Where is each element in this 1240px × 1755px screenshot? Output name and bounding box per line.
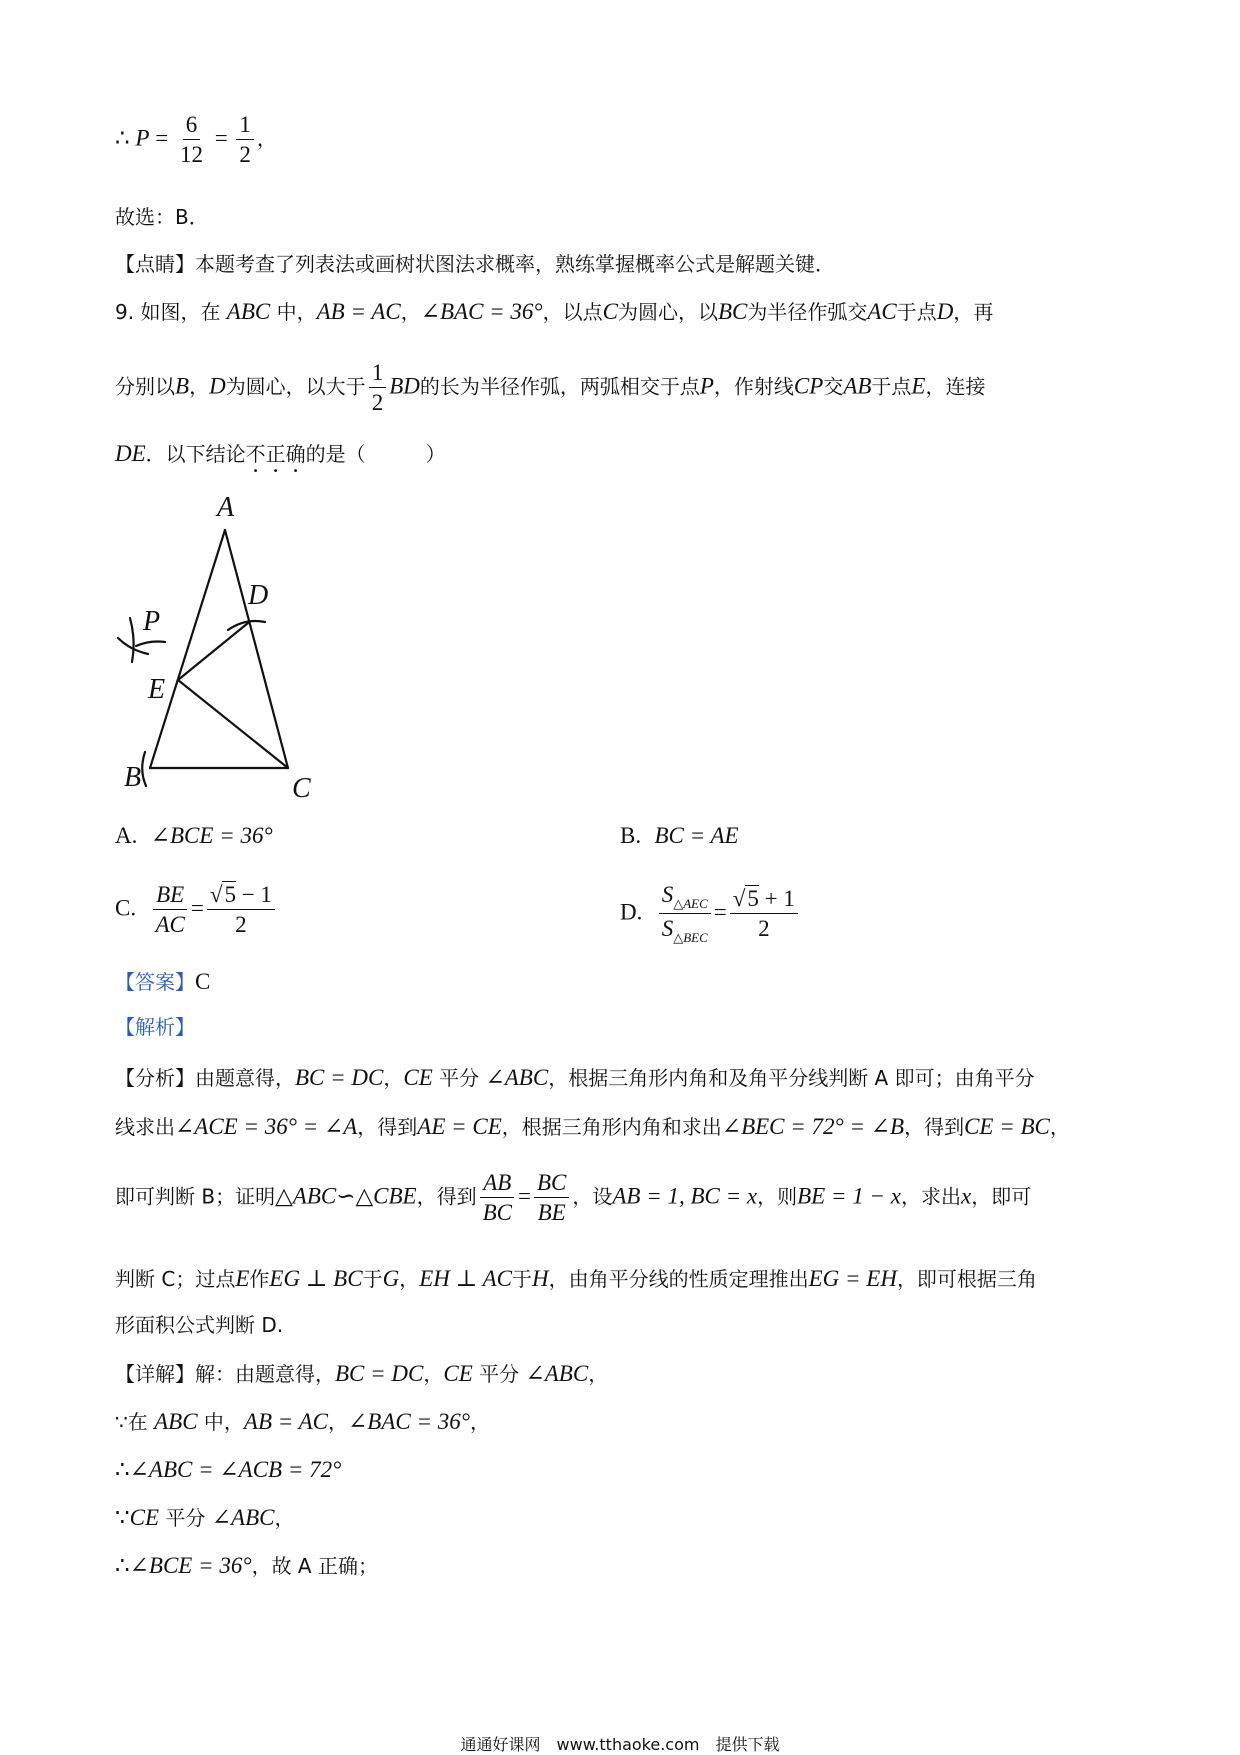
xiangjie-line-5: ∴∠BCE = 36°，故 A 正确； bbox=[115, 1553, 378, 1578]
probability-result-line: ∴ P = $\frac{6}{12}$ = $\frac{1}{2}$ ， bbox=[115, 112, 277, 168]
xiangjie-line-4: ∵CE 平分 ∠ABC， bbox=[115, 1505, 295, 1530]
xiangjie-line-1: 【详解】解：由题意得，BC = DC，CE 平分 ∠ABC， bbox=[115, 1361, 609, 1386]
label-e: E bbox=[148, 674, 166, 705]
fenxi-line-4: 判断 C；过点E作EG ⊥ BC于G，EH ⊥ AC于H，由角平分线的性质定理推出EG = EH，即可根据三角 bbox=[115, 1266, 1037, 1291]
comment-line: 【点睛】本题考查了列表法或画树状图法求概率，熟练掌握概率公式是解题关键． bbox=[115, 252, 835, 276]
arc-at-b bbox=[142, 752, 146, 786]
answer-line: 【答案】C bbox=[115, 969, 211, 994]
choose-line: 故选：B． bbox=[115, 205, 209, 229]
question-9-line-2: 分别以B，D为圆心，以大于 $\frac{1}{2}$ BD的长为半径作弧，两弧相交于点P，作射线CP交AB于点E，连接 bbox=[115, 360, 986, 416]
option-a: A. ∠BCE = 36° bbox=[115, 823, 273, 848]
xiangjie-line-2: ∵在 ABC 中，AB = AC，∠BAC = 36°， bbox=[115, 1409, 490, 1434]
option-d: D. $\frac{S_{\triangle AEC}}{S_{\triangle BEC}}$ = $\frac{√5 + 1}{2}$ bbox=[620, 882, 801, 946]
option-c: C. $\frac{BE}{AC}$ = $\frac{√5 - 1}{2}$ bbox=[115, 882, 278, 938]
arc-p-2 bbox=[130, 618, 134, 662]
option-b: B. BC = AE bbox=[620, 823, 739, 848]
triangle-figure bbox=[110, 490, 350, 810]
segment-de bbox=[178, 623, 248, 680]
arc-p-3 bbox=[136, 642, 165, 647]
label-p: P bbox=[143, 606, 161, 637]
fenxi-line-1: 【分析】由题意得，BC = DC，CE 平分 ∠ABC，根据三角形内角和及角平分线判断 A 即可；由角平分 bbox=[115, 1065, 1035, 1090]
label-b: B bbox=[124, 762, 142, 793]
question-9-line-1: 9. 如图，在 ABC 中，AB = AC，∠BAC = 36°，以点C为圆心，以BC为半径作弧交AC于点D，再 bbox=[115, 299, 994, 324]
label-a: A bbox=[217, 492, 235, 523]
label-c: C bbox=[292, 773, 311, 804]
fraction-6-12: $\frac{6}{12}$ bbox=[179, 112, 203, 168]
segment-ac bbox=[225, 530, 288, 768]
page-footer: 通通好课网 www.tthaoke.com 提供下载 bbox=[460, 1735, 780, 1754]
segment-ce-ray bbox=[178, 680, 288, 768]
label-d: D bbox=[248, 580, 269, 611]
fraction-half: $\frac{1}{2}$ bbox=[369, 360, 387, 416]
analysis-tag: 【解析】 bbox=[115, 1015, 195, 1039]
fenxi-line-2: 线求出∠ACE = 36° = ∠A，得到AE = CE，根据三角形内角和求出∠BEC = 72° = ∠B，得到CE = BC， bbox=[115, 1114, 1070, 1139]
fenxi-line-3: 即可判断 B；证明△ABC∽△CBE，得到 $\frac{AB}{BC}$ = $\frac{BC}{BE}$ ，设AB = 1, BC = x，则BE = 1 − x，求出x，即可 bbox=[115, 1170, 1032, 1226]
question-9-line-3: DE．以下结论不正确的是（ ） bbox=[115, 441, 446, 466]
fraction-1-2: $\frac{1}{2}$ bbox=[236, 112, 254, 168]
segment-ab bbox=[150, 530, 225, 768]
fenxi-line-5: 形面积公式判断 D. bbox=[115, 1313, 284, 1337]
xiangjie-line-3: ∴∠ABC = ∠ACB = 72° bbox=[115, 1457, 342, 1482]
